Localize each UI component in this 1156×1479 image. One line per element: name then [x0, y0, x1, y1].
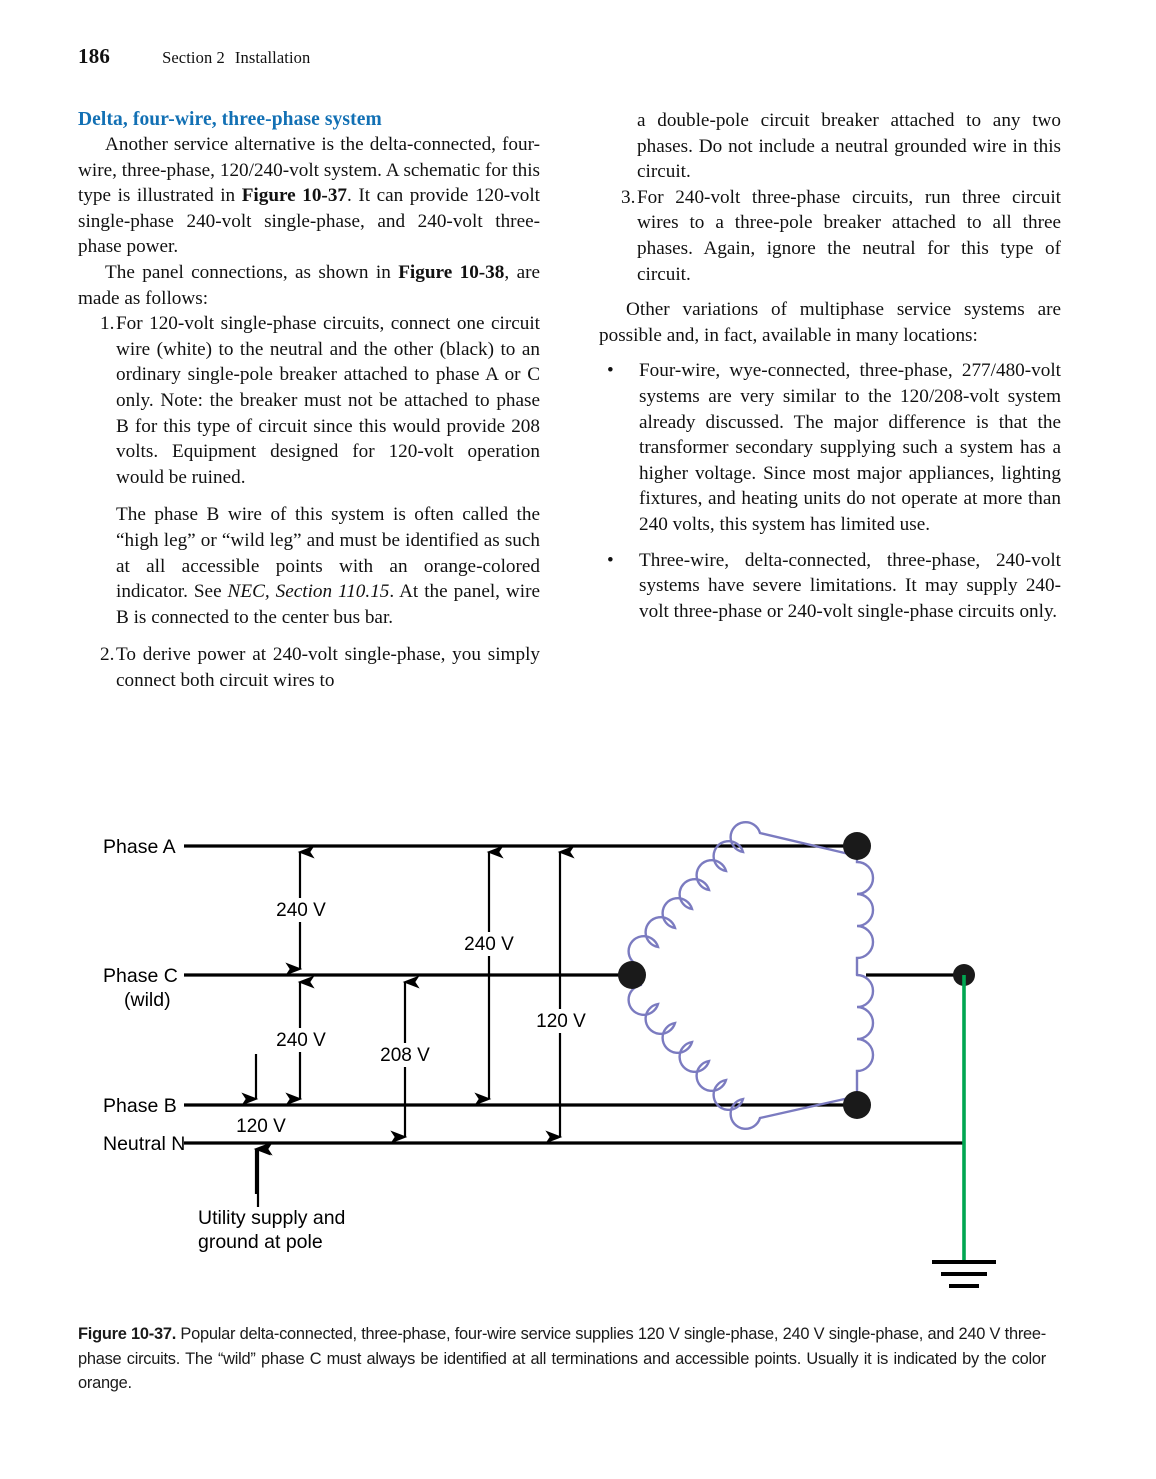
list-item-2-text: To derive power at 240-volt single-phase, you simply connect both circuit wires to	[116, 644, 540, 691]
section-heading: Delta, four-wire, three-phase system	[78, 109, 382, 130]
running-head	[78, 44, 1078, 74]
label-phase-c: Phase C	[103, 965, 178, 987]
subpara-part-b: . At the panel, wire B is connected to the center bus bar.	[116, 581, 541, 628]
label-neutral: Neutral N	[103, 1133, 186, 1155]
bullet-item-wye-text: Four-wire, wye-connected, three-phase, 277/480-volt systems are very similar to the 120/208-volt system already discussed. The major difference is that the transformer secondary supplying such a system has a higher voltage. Since most major appliances, lighting fixtures, and heating units do not operate at more than 240 volts, this system has limited use.	[639, 360, 1061, 535]
voltage-text-c-to-b: 240 V	[276, 1030, 326, 1051]
paragraph-panel-connections	[78, 260, 540, 311]
figure-10-37-diagram	[0, 800, 1156, 1320]
figure-ref-10-37: Figure 10-37	[241, 185, 348, 207]
running-head-section-title: Installation	[234, 48, 311, 67]
para-panel-part-a: The panel connections, as shown in	[105, 261, 399, 283]
list-item-1-text: For 120-volt single-phase circuits, connect one circuit wire (white) to the neutral and the other (black) to an ordinary single-pole breaker attached to phase A or C only. Note: the breaker must not be attached to phase B for this type of circuit since this would provide 208 volts. Equipment designed for 120-volt operation would be ruined.	[116, 313, 540, 488]
list-item-3-marker: 3.	[621, 186, 636, 208]
voltage-text-a-to-c: 240 V	[276, 900, 326, 921]
list-item-3-text: For 240-volt three-phase circuits, run three circuit wires to a three-pole breaker attached to all three phases. Again, ignore the neutral for this type of circuit.	[637, 186, 1061, 285]
terminal-node-phase-b	[843, 1091, 871, 1119]
running-head-section	[162, 48, 310, 68]
list-item-2	[78, 642, 540, 693]
running-head-section-label: Section 2	[162, 48, 225, 67]
right-column	[599, 108, 1061, 624]
voltage-text-c-to-n-right: 120 V	[536, 1011, 586, 1032]
label-utility-supply-line-1: Utility supply and	[198, 1207, 346, 1229]
figure-ref-10-38: Figure 10-38	[398, 261, 505, 283]
list-item-2-marker: 2.	[100, 644, 115, 666]
list-item-2-continuation: a double-pole circuit breaker attached to any two phases. Do not include a neutral grounded wire in this circuit.	[637, 110, 1061, 183]
page-number: 186	[78, 44, 111, 68]
bullet-item-three-wire-delta-text: Three-wire, delta-connected, three-phase, 240-volt systems have severe limitations. It may supply 240-volt three-phase or 240-volt single-phase circuits only.	[639, 549, 1061, 622]
delta-winding-right-upper	[857, 855, 873, 975]
label-utility-supply-line-2: ground at pole	[198, 1231, 323, 1253]
label-phase-a: Phase A	[103, 836, 176, 858]
figure-caption	[78, 1322, 1046, 1396]
left-column	[78, 108, 540, 693]
voltage-text-c-to-n: 208 V	[380, 1045, 430, 1066]
terminal-node-phase-a	[843, 832, 871, 860]
figure-caption-text: Popular delta-connected, three-phase, four-wire service supplies 120 V single-phase, 240 V single-phase, and 240 V three-phase circuits. The “wild” phase C must always be identified at all terminations and accessible points. Usually it is indicated by the color orange.	[78, 1325, 1046, 1392]
list-item-1	[78, 311, 540, 490]
delta-winding-right-lower	[857, 975, 873, 1096]
terminal-node-phase-c	[618, 961, 646, 989]
voltage-text-b-to-n: 120 V	[236, 1116, 286, 1137]
paragraph-other-variations: Other variations of multiphase service systems are possible and, in fact, available in many locations:	[599, 299, 1061, 346]
list-item-1-marker: 1.	[100, 313, 115, 335]
body-columns	[78, 108, 1078, 768]
bullet-item-wye	[599, 358, 1061, 537]
label-phase-c-wild: (wild)	[124, 989, 171, 1011]
list-item-1-subparagraph	[78, 502, 540, 630]
delta-winding-lower-left	[629, 985, 849, 1129]
figure-caption-label: Figure 10-37.	[78, 1325, 176, 1343]
bullet-marker-2: •	[607, 549, 614, 571]
para-panel-part-b: , are made as follows:	[78, 261, 540, 309]
voltage-text-a-to-b: 240 V	[464, 934, 514, 955]
bullet-item-three-wire-delta	[599, 548, 1061, 625]
list-item-3	[599, 185, 1061, 287]
label-phase-b: Phase B	[103, 1095, 177, 1117]
bullet-marker-1: •	[607, 360, 614, 382]
para-intro-part-a: Another service alternative is the delta-connected, four-wire, three-phase, 120/240-volt system. A schematic for this type is illustrated in	[78, 134, 540, 207]
subpara-part-a: The phase B wire of this system is often called the “high leg” or “wild leg” and must be identified as such at all accessible points with an orange-colored indicator. See	[116, 504, 540, 603]
paragraph-delta-intro	[78, 132, 540, 260]
nec-citation: NEC, Section 110.15	[227, 581, 390, 603]
para-intro-part-b: . It can provide 120-volt single-phase 240-volt single-phase, and 240-volt three-phase power.	[78, 185, 540, 258]
delta-winding-upper-left	[629, 822, 849, 966]
